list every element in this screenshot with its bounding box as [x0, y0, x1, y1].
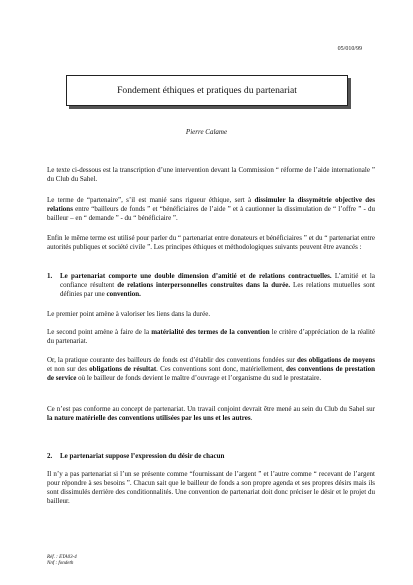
bold-segment: convention.	[106, 290, 141, 299]
text-segment: le critère d’appréciation de la réalité du partenariat.	[47, 328, 375, 346]
paragraph-intro: Le texte ci-dessous est la transcription d’une intervention devant la Commission “ réforme de l’aide internationale ” du Club du Sahel.	[47, 166, 375, 184]
document-date: 05/010/99	[337, 46, 362, 52]
list-item-1	[47, 272, 375, 299]
paragraph-partner-term	[47, 196, 375, 223]
reference-line: Réf. : ETA03-4	[47, 555, 77, 560]
text-segment: Ce n’est pas conforme au concept de partenariat. Un travail conjoint devrait être mené au sein du Club du Sahel sur	[47, 405, 375, 413]
text-segment: Le terme de “partenaire”, s’il est manié sans rigueur éthique, sert à	[47, 196, 255, 204]
text-segment: L’amitié et la confiance résultent	[60, 272, 375, 290]
text-segment: . Ces conventions sont donc, matériellement,	[156, 365, 287, 374]
bold-segment: des obligations de moyens	[296, 356, 375, 364]
paragraph-first-point: Le premier point amène à valoriser les liens dans la durée.	[47, 310, 211, 318]
section-number: 2.	[47, 452, 53, 460]
bold-segment: de relations interpersonnelles construites dans la durée.	[117, 281, 291, 290]
paragraph-second-point	[47, 328, 375, 346]
document-title: Fondement éthiques et pratiques du partenariat	[117, 85, 297, 96]
section-heading-2	[47, 452, 375, 460]
text-segment: Or, la pratique courante des bailleurs de fonds est d’établir des conventions fondées sur	[47, 356, 297, 364]
text-segment: Le second point amène à faire de la	[47, 328, 152, 336]
reference-line: Nnf : fondeth	[47, 561, 74, 566]
text-segment: Les relations mutuelles sont définies par une	[60, 281, 375, 299]
bold-segment: obligations de résultat	[89, 365, 157, 374]
paragraph-practice	[47, 356, 375, 383]
text-segment: et non sur des	[47, 365, 90, 374]
bold-segment: matérialité des termes de la convention	[151, 328, 270, 336]
bold-segment: des conventions de prestation de service	[47, 365, 375, 383]
paragraph-concept	[47, 405, 375, 423]
list-number: 1.	[47, 272, 53, 280]
text-segment: entre “bailleurs de fonds ” et “bénéficiaires de l’aide ” et à cautionner la dissimulation de “ l’offre ” - du bailleur – en “ demande ” - du “ bénéficiaire ”.	[47, 205, 375, 223]
list-item-text	[60, 272, 375, 299]
section-title: Le partenariat suppose l’expression du désir de chacun	[60, 452, 225, 460]
footer-reference	[47, 555, 77, 567]
title-box	[66, 75, 348, 106]
text-segment: où le bailleur de fonds devient le maître d’ouvrage et l’organisme du sud le prestataire.	[76, 374, 322, 383]
bold-segment: la nature matérielle des conventions utilisées par les uns et les autres	[47, 414, 251, 423]
bold-segment: dissimuler la dissymétrie objective des relations	[47, 196, 375, 214]
paragraph-desire: Il n’y a pas partenariat si l’un se présente comme “fournissant de l’argent ” et l’autre comme “ recevant de l’argent pour répondre à ses besoins ”. Chacun sait que le bailleur de fonds a son propre agenda et ses propres désirs mais ils sont dissimulés derrière des conditionnalités. Une convention de partenariat doit donc préciser le désir et le projet du bailleur.	[47, 470, 375, 506]
author-name: Pierre Calame	[185, 128, 228, 136]
bold-segment: Le partenariat comporte une double dimension d’amitié et de relations contractuelles.	[60, 272, 332, 280]
text-segment: .	[250, 414, 253, 423]
paragraph-principles-intro: Enfin le même terme est utilisé pour parler du “ partenariat entre donateurs et bénéficiaires ” et du “ partenariat entre autorités publiques et société civile ”. Les principes éthiques et méthodologiques suivants peuvent être avancés :	[47, 234, 375, 252]
